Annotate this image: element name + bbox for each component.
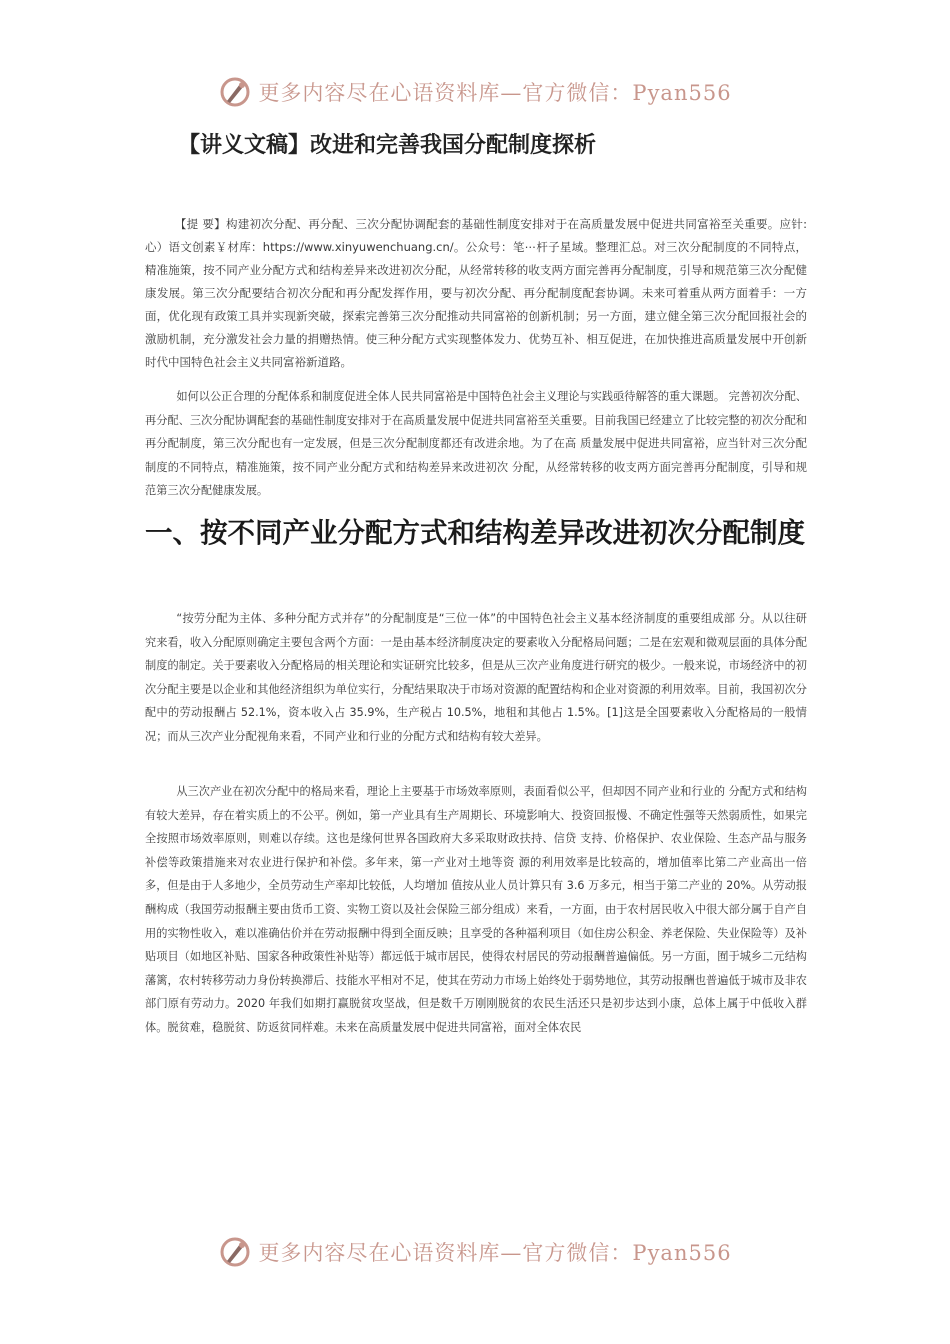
footer-watermark-banner bbox=[0, 1230, 950, 1274]
brush-pen-logo-icon bbox=[218, 75, 252, 109]
watermark-text: 更多内容尽在心语资料库—官方微信：Pyan556 bbox=[258, 81, 732, 105]
intro-paragraph: 如何以公正合理的分配体系和制度促进全体人民共同富裕是中国特色社会主义理论与实践亟待解答的重大课题。 完善初次分配、再分配、三次分配协调配套的基础性制度安排对于在高质量发展中促进共同富裕至关重要。目前我国已经建立了比较完整的初次分配和再分配制度，第三次分配也有一定发展，但是三次分配制度都还有改进余地。为了在高 质量发展中促进共同富裕，应当针对三次分配制度的不同特点，精准施策，按不同产业分配方式和结构差异来改进初次 分配，从经常转移的收支两方面完善再分配制度，引导和规范第三次分配健康发展。 bbox=[145, 390, 807, 498]
section-heading: 一、按不同产业分配方式和结构差异改进初次分配制度 bbox=[145, 517, 805, 549]
document-title: 【讲义文稿】改进和完善我国分配制度探析 bbox=[178, 133, 597, 158]
brush-pen-logo-icon bbox=[218, 1235, 252, 1269]
header-watermark-banner bbox=[0, 70, 950, 114]
abstract-paragraph: 【提 要】构建初次分配、再分配、三次分配协调配套的基础性制度安排对于在高质量发展中促进共同富裕至关重要。应针:心）语文创素￥材库：https://www.xinyuwenchuang.cn/。公众号：笔⋯杆子星域。整理汇总。对三次分配制度的不同特点，精准施策，按不同产业分配方式和结构差异来改进初次分配，从经常转移的收支两方面完善再分配制度，引导和规范第三次分配健康发展。第三次分配要结合初次分配和再分配发挥作用，要与初次分配、再分配制度配套协调。未来可着重从两方面着手：一方面，优化现有政策工具并实现新突破，探索完善第三次分配推动共同富裕的创新机制；另一方面，建立健全第三次分配回报社会的激励机制，充分激发社会力量的捐赠热情。使三种分配方式实现整体发力、优势互补、相互促进，在加快推进高质量发展中开创新时代中国特色社会主义共同富裕新道路。 bbox=[145, 217, 807, 369]
body-paragraph: 从三次产业在初次分配中的格局来看，理论上主要基于市场效率原则，表面看似公平，但却因不同产业和行业的 分配方式和结构有较大差异，存在着实质上的不公平。例如，第一产业具有生产周期长、环境影响大、投资回报慢、不确定性强等天然弱质性，如果完全按照市场效率原则，则难以存续。这也是缘何世界各国政府大多采取财政扶持、信贷 支持、价格保护、农业保险、生态产品与服务补偿等政策措施来对农业进行保护和补偿。多年来，第一产业对土地等资 源的利用效率是比较高的，增加值率比第二产业高出一倍多，但是由于人多地少，全员劳动生产率却比较低，人均增加 值按从业人员计算只有 3.6 万多元，相当于第二产业的 20%。从劳动报酬构成（我国劳动报酬主要由货币工资、实物工资以及社会保险三部分组成）来看，一方面，由于农村居民收入中很大部分属于自产自用的实物性收入，难以准确估价并在劳动报酬中得到全面反映；且享受的各种福利项目（如住房公积金、养老保险、失业保险等）及补贴项目（如地区补贴、国家各种政策性补贴等）都远低于城市居民，使得农村居民的劳动报酬普遍偏低。另一方面，囿于城乡二元结构藩篱，农村转移劳动力身份转换滞后、技能水平相对不足，使其在劳动力市场上始终处于弱势地位，其劳动报酬也普遍低于城市及非农部门原有劳动力。2020 年我们如期打赢脱贫攻坚战，但是数千万刚刚脱贫的农民生活还只是初步达到小康，总体上属于中低收入群体。脱贫难，稳脱贫、防返贫同样难。未来在高质量发展中促进共同富裕，面对全体农民 bbox=[145, 785, 807, 1034]
body-paragraph: “按劳分配为主体、多种分配方式并存”的分配制度是“三位一体”的中国特色社会主义基本经济制度的重要组成部 分。从以往研究来看，收入分配原则确定主要包含两个方面：一是由基本经济制度决定的要素收入分配格局问题；二是在宏观和微观层面的具体分配制度的制定。关于要素收入分配格局的相关理论和实证研究比较多，但是从三次产业角度进行研究的极少。一般来说，市场经济中的初次分配主要是以企业和其他经济组织为单位实行，分配结果取决于市场对资源的配置结构和企业对资源的利用效率。目前，我国初次分配中的劳动报酬占 52.1%，资本收入占 35.9%，生产税占 10.5%，地租和其他占 1.5%。[1]这是全国要素收入分配格局的一般情况；而从三次产业分配视角来看，不同产业和行业的分配方式和结构有较大差异。 bbox=[145, 612, 807, 743]
watermark-text: 更多内容尽在心语资料库—官方微信：Pyan556 bbox=[258, 1241, 732, 1265]
